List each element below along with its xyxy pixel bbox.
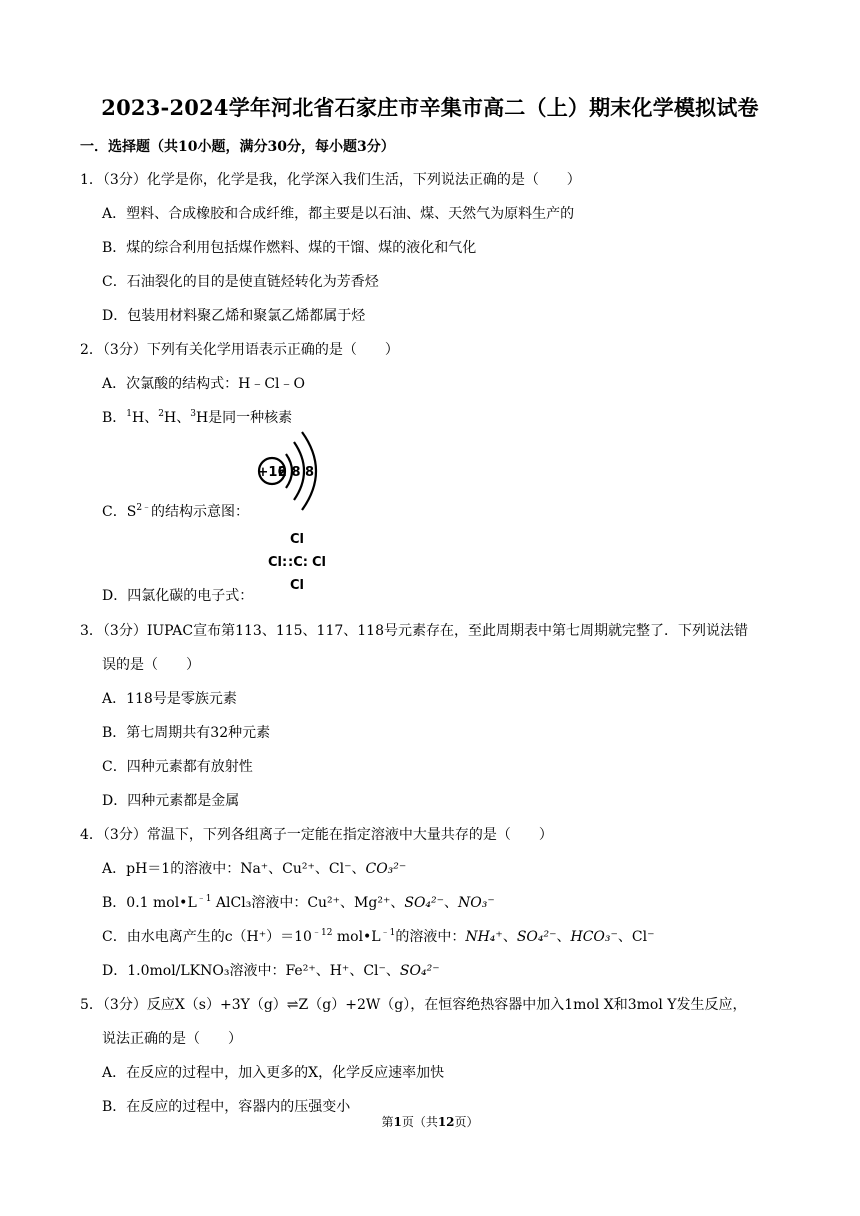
lewis-cl-bottom: Cl	[290, 578, 304, 593]
footer-page-number: 1	[393, 1115, 402, 1129]
shell-electrons: 2 8 8	[277, 465, 315, 480]
q2-b-h2: H、	[163, 410, 191, 426]
q1-option-d: D．包装用材料聚乙烯和聚氯乙烯都属于烃	[102, 308, 366, 324]
q4-c-ion1: NH₄⁺	[465, 929, 503, 945]
q4-b-sep: 、	[444, 895, 459, 911]
q5-stem-continued: 说法正确的是（ ）	[102, 1031, 242, 1047]
q4-c-text2: mol•L	[332, 929, 381, 945]
q1-option-a: A．塑料、合成橡胶和合成纤维，都主要是以石油、煤、天然气为原料生产的	[102, 206, 575, 222]
q1-stem: 1．（3分）化学是你，化学是我，化学深入我们生活，下列说法正确的是（ ）	[80, 172, 581, 188]
sulfide-ion-structure-diagram	[252, 428, 332, 514]
q4-b-sup: ﹣1	[196, 894, 212, 904]
q3-stem-continued: 误的是（ ）	[102, 657, 200, 673]
q3-option-c: C．四种元素都有放射性	[102, 759, 253, 775]
q4-a-text: A．pH＝1的溶液中：Na⁺、Cu²⁺、Cl⁻、	[102, 861, 366, 877]
q2-c-sup: 2﹣	[136, 503, 152, 513]
q1-option-c: C．石油裂化的目的是使直链烃转化为芳香烃	[102, 274, 379, 290]
q2-b-h3-sup: 3	[190, 409, 196, 419]
page-footer	[0, 1113, 860, 1130]
lewis-cl-left: Cl:	[268, 555, 288, 570]
q2-b-h2-sup: 2	[158, 409, 164, 419]
q1-option-b: B．煤的综合利用包括煤作燃料、煤的干馏、煤的液化和气化	[102, 240, 477, 256]
q4-d-text: D．1.0mol/LKNO₃溶液中：Fe²⁺、H⁺、Cl⁻、	[102, 963, 400, 979]
ccl4-electron-formula	[268, 532, 338, 598]
q4-c-ion2: SO₄²⁻	[516, 929, 557, 945]
q4-stem: 4．（3分）常温下，下列各组离子一定能在指定溶液中大量共存的是（ ）	[80, 827, 553, 843]
q3-option-a: A．118号是零族元素	[102, 691, 237, 707]
footer-mid: 页（共	[401, 1115, 438, 1129]
q4-c-text1: C．由水电离产生的c（H⁺）＝10	[102, 929, 312, 945]
lewis-cl-right: Cl	[312, 555, 326, 570]
q2-c-prefix: C．S	[102, 504, 137, 520]
q2-b-prefix: B．	[102, 410, 127, 426]
footer-pre: 第	[381, 1115, 394, 1129]
q4-c-sup2: ﹣1	[380, 928, 396, 938]
q2-option-d: D．四氯化碳的电子式：	[102, 588, 254, 604]
q3-option-b: B．第七周期共有32种元素	[102, 725, 271, 741]
q5-option-b: B．在反应的过程中，容器内的压强变小	[102, 1099, 351, 1115]
q4-d-ion: SO₄²⁻	[399, 963, 440, 979]
q4-c-tail: 、Cl⁻	[617, 929, 655, 945]
q2-c-tail: 的结构示意图：	[151, 504, 250, 520]
q3-option-d: D．四种元素都是金属	[102, 793, 240, 809]
q4-b-ion1: SO₄²⁻	[404, 895, 445, 911]
q5-stem: 5．（3分）反应X（s）+3Y（g）⇌Z（g）+2W（g），在恒容绝热容器中加入1mol X和3mol Y发生反应，	[80, 997, 747, 1013]
footer-total-pages: 12	[437, 1115, 455, 1129]
q2-b-h1-sup: 1	[126, 409, 133, 419]
q2-option-c	[102, 501, 249, 521]
q4-option-a	[102, 858, 406, 878]
exam-title: 2023-2024学年河北省石家庄市辛集市高二（上）期末化学模拟试卷	[101, 95, 759, 120]
section-heading: 一．选择题（共10小题，满分30分，每小题3分）	[80, 139, 395, 155]
lewis-c-center: :C:	[288, 555, 308, 570]
q4-option-c	[102, 926, 655, 946]
q4-b-text2: AlCl₃溶液中：Cu²⁺、Mg²⁺、	[211, 895, 405, 911]
q4-option-d	[102, 960, 440, 980]
q4-c-sep2: 、	[556, 929, 571, 945]
q2-b-tail: H是同一种核素	[195, 410, 293, 426]
q5-option-a: A．在反应的过程中，加入更多的X，化学反应速率加快	[102, 1065, 445, 1081]
q4-c-sup1: ﹣12	[311, 928, 333, 938]
lewis-cl-top: Cl	[290, 532, 304, 547]
q4-c-sep1: 、	[502, 929, 517, 945]
q2-stem: 2．（3分）下列有关化学用语表示正确的是（ ）	[80, 342, 399, 358]
q4-c-text3: 的溶液中：	[395, 929, 466, 945]
q4-option-b	[102, 892, 495, 912]
q3-stem: 3．（3分）IUPAC宣布第113、115、117、118号元素存在，至此周期表中第七周期就完整了．下列说法错	[80, 623, 748, 639]
q2-option-b	[102, 407, 292, 427]
q4-c-ion3: HCO₃⁻	[570, 929, 618, 945]
q2-b-h1: H、	[132, 410, 159, 426]
q4-b-ion2: NO₃⁻	[458, 895, 495, 911]
nucleus-charge: +16	[257, 465, 287, 480]
q4-a-ion: CO₃²⁻	[365, 861, 407, 877]
footer-post: 页）	[454, 1115, 479, 1129]
q4-b-text1: B．0.1 mol•L	[102, 895, 197, 911]
q2-option-a: A．次氯酸的结构式：H﹣Cl﹣O	[102, 376, 305, 392]
